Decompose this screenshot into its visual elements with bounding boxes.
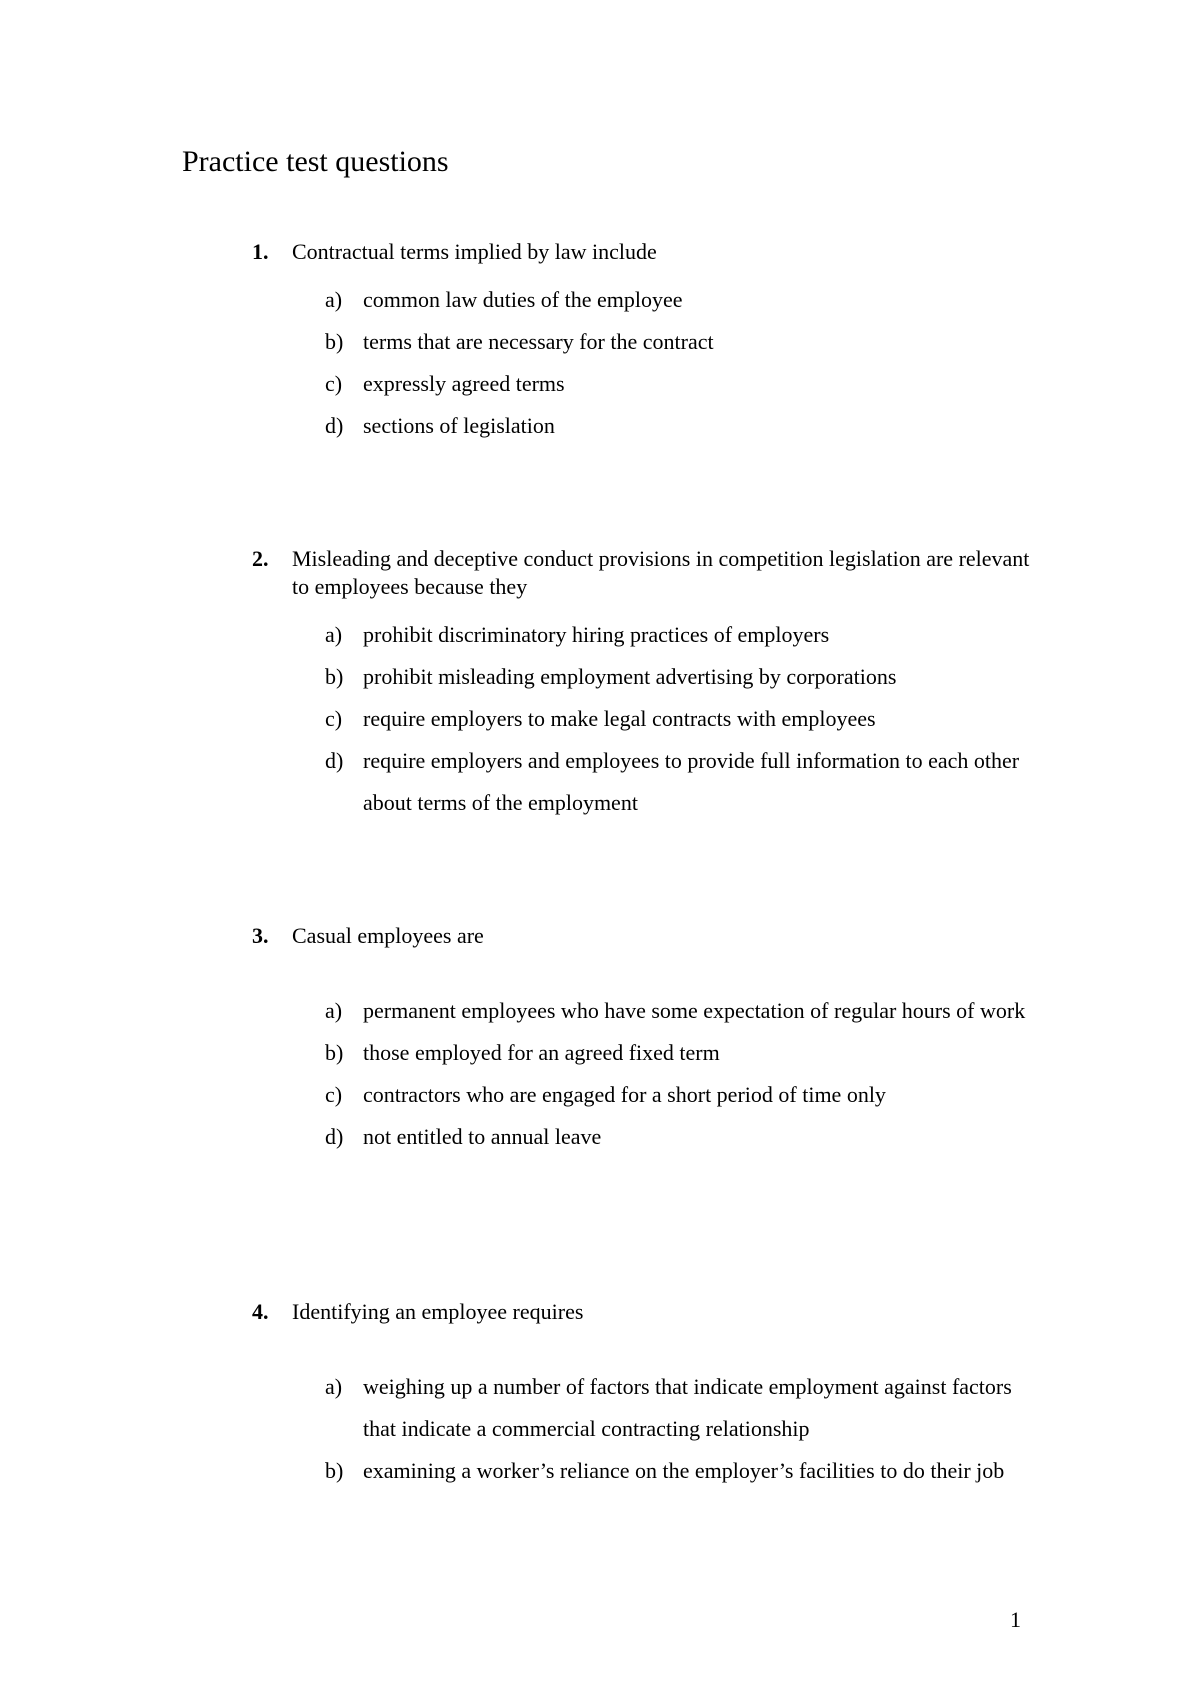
option-text: weighing up a number of factors that indicate employment against factors that indicate a commercial contracting relationship <box>363 1374 1012 1441</box>
answer-option-a <box>325 990 1032 1032</box>
question-text: Contractual terms implied by law include <box>292 239 657 264</box>
answer-option-d <box>325 1116 1032 1158</box>
question-number: 2. <box>252 546 269 571</box>
question-1 <box>252 238 1032 447</box>
option-label: b) <box>325 664 344 689</box>
answer-option-b <box>325 1450 1032 1492</box>
option-label: b) <box>325 1458 344 1483</box>
answer-option-c <box>325 363 1032 405</box>
option-label: a) <box>325 998 343 1023</box>
answer-option-d <box>325 740 1032 824</box>
question-4 <box>252 1298 1032 1492</box>
answer-option-a <box>325 279 1032 321</box>
option-label: c) <box>325 1082 343 1107</box>
option-text: those employed for an agreed fixed term <box>363 1040 720 1065</box>
answer-option-c <box>325 698 1032 740</box>
answer-options <box>252 279 1032 447</box>
question-number: 3. <box>252 923 269 948</box>
answer-options <box>252 1366 1032 1492</box>
answer-option-a <box>325 1366 1032 1450</box>
answer-option-b <box>325 1032 1032 1074</box>
option-label: d) <box>325 748 344 773</box>
answer-options <box>252 614 1032 824</box>
option-text: terms that are necessary for the contract <box>363 329 714 354</box>
option-text: prohibit discriminatory hiring practices of employers <box>363 622 830 647</box>
page-title: Practice test questions <box>182 145 449 178</box>
page-number: 1 <box>1010 1607 1021 1632</box>
question-text: Misleading and deceptive conduct provisions in competition legislation are relevant to employees because they <box>292 546 1030 599</box>
option-label: d) <box>325 1124 344 1149</box>
option-label: c) <box>325 371 343 396</box>
option-text: require employers and employees to provide full information to each other about terms of the employment <box>363 748 1020 815</box>
answer-option-c <box>325 1074 1032 1116</box>
answer-option-d <box>325 405 1032 447</box>
option-text: sections of legislation <box>363 413 555 438</box>
option-label: c) <box>325 706 343 731</box>
option-text: permanent employees who have some expectation of regular hours of work <box>363 998 1026 1023</box>
option-label: a) <box>325 1374 343 1399</box>
answer-option-a <box>325 614 1032 656</box>
option-text: require employers to make legal contracts with employees <box>363 706 876 731</box>
option-label: b) <box>325 1040 344 1065</box>
option-label: a) <box>325 622 343 647</box>
question-stem <box>252 545 1032 601</box>
option-text: prohibit misleading employment advertising by corporations <box>363 664 897 689</box>
option-label: d) <box>325 413 344 438</box>
question-2 <box>252 545 1032 824</box>
question-number: 4. <box>252 1299 269 1324</box>
answer-option-b <box>325 656 1032 698</box>
question-text: Identifying an employee requires <box>292 1299 584 1324</box>
option-text: expressly agreed terms <box>363 371 565 396</box>
question-number: 1. <box>252 239 269 264</box>
option-label: b) <box>325 329 344 354</box>
question-stem <box>252 238 1032 266</box>
option-text: not entitled to annual leave <box>363 1124 602 1149</box>
answer-options <box>252 990 1032 1158</box>
question-stem <box>252 1298 1032 1326</box>
question-3 <box>252 922 1032 1158</box>
option-label: a) <box>325 287 343 312</box>
option-text: examining a worker’s reliance on the employer’s facilities to do their job <box>363 1458 1005 1483</box>
question-text: Casual employees are <box>292 923 484 948</box>
answer-option-b <box>325 321 1032 363</box>
option-text: contractors who are engaged for a short period of time only <box>363 1082 886 1107</box>
option-text: common law duties of the employee <box>363 287 683 312</box>
question-stem <box>252 922 1032 950</box>
